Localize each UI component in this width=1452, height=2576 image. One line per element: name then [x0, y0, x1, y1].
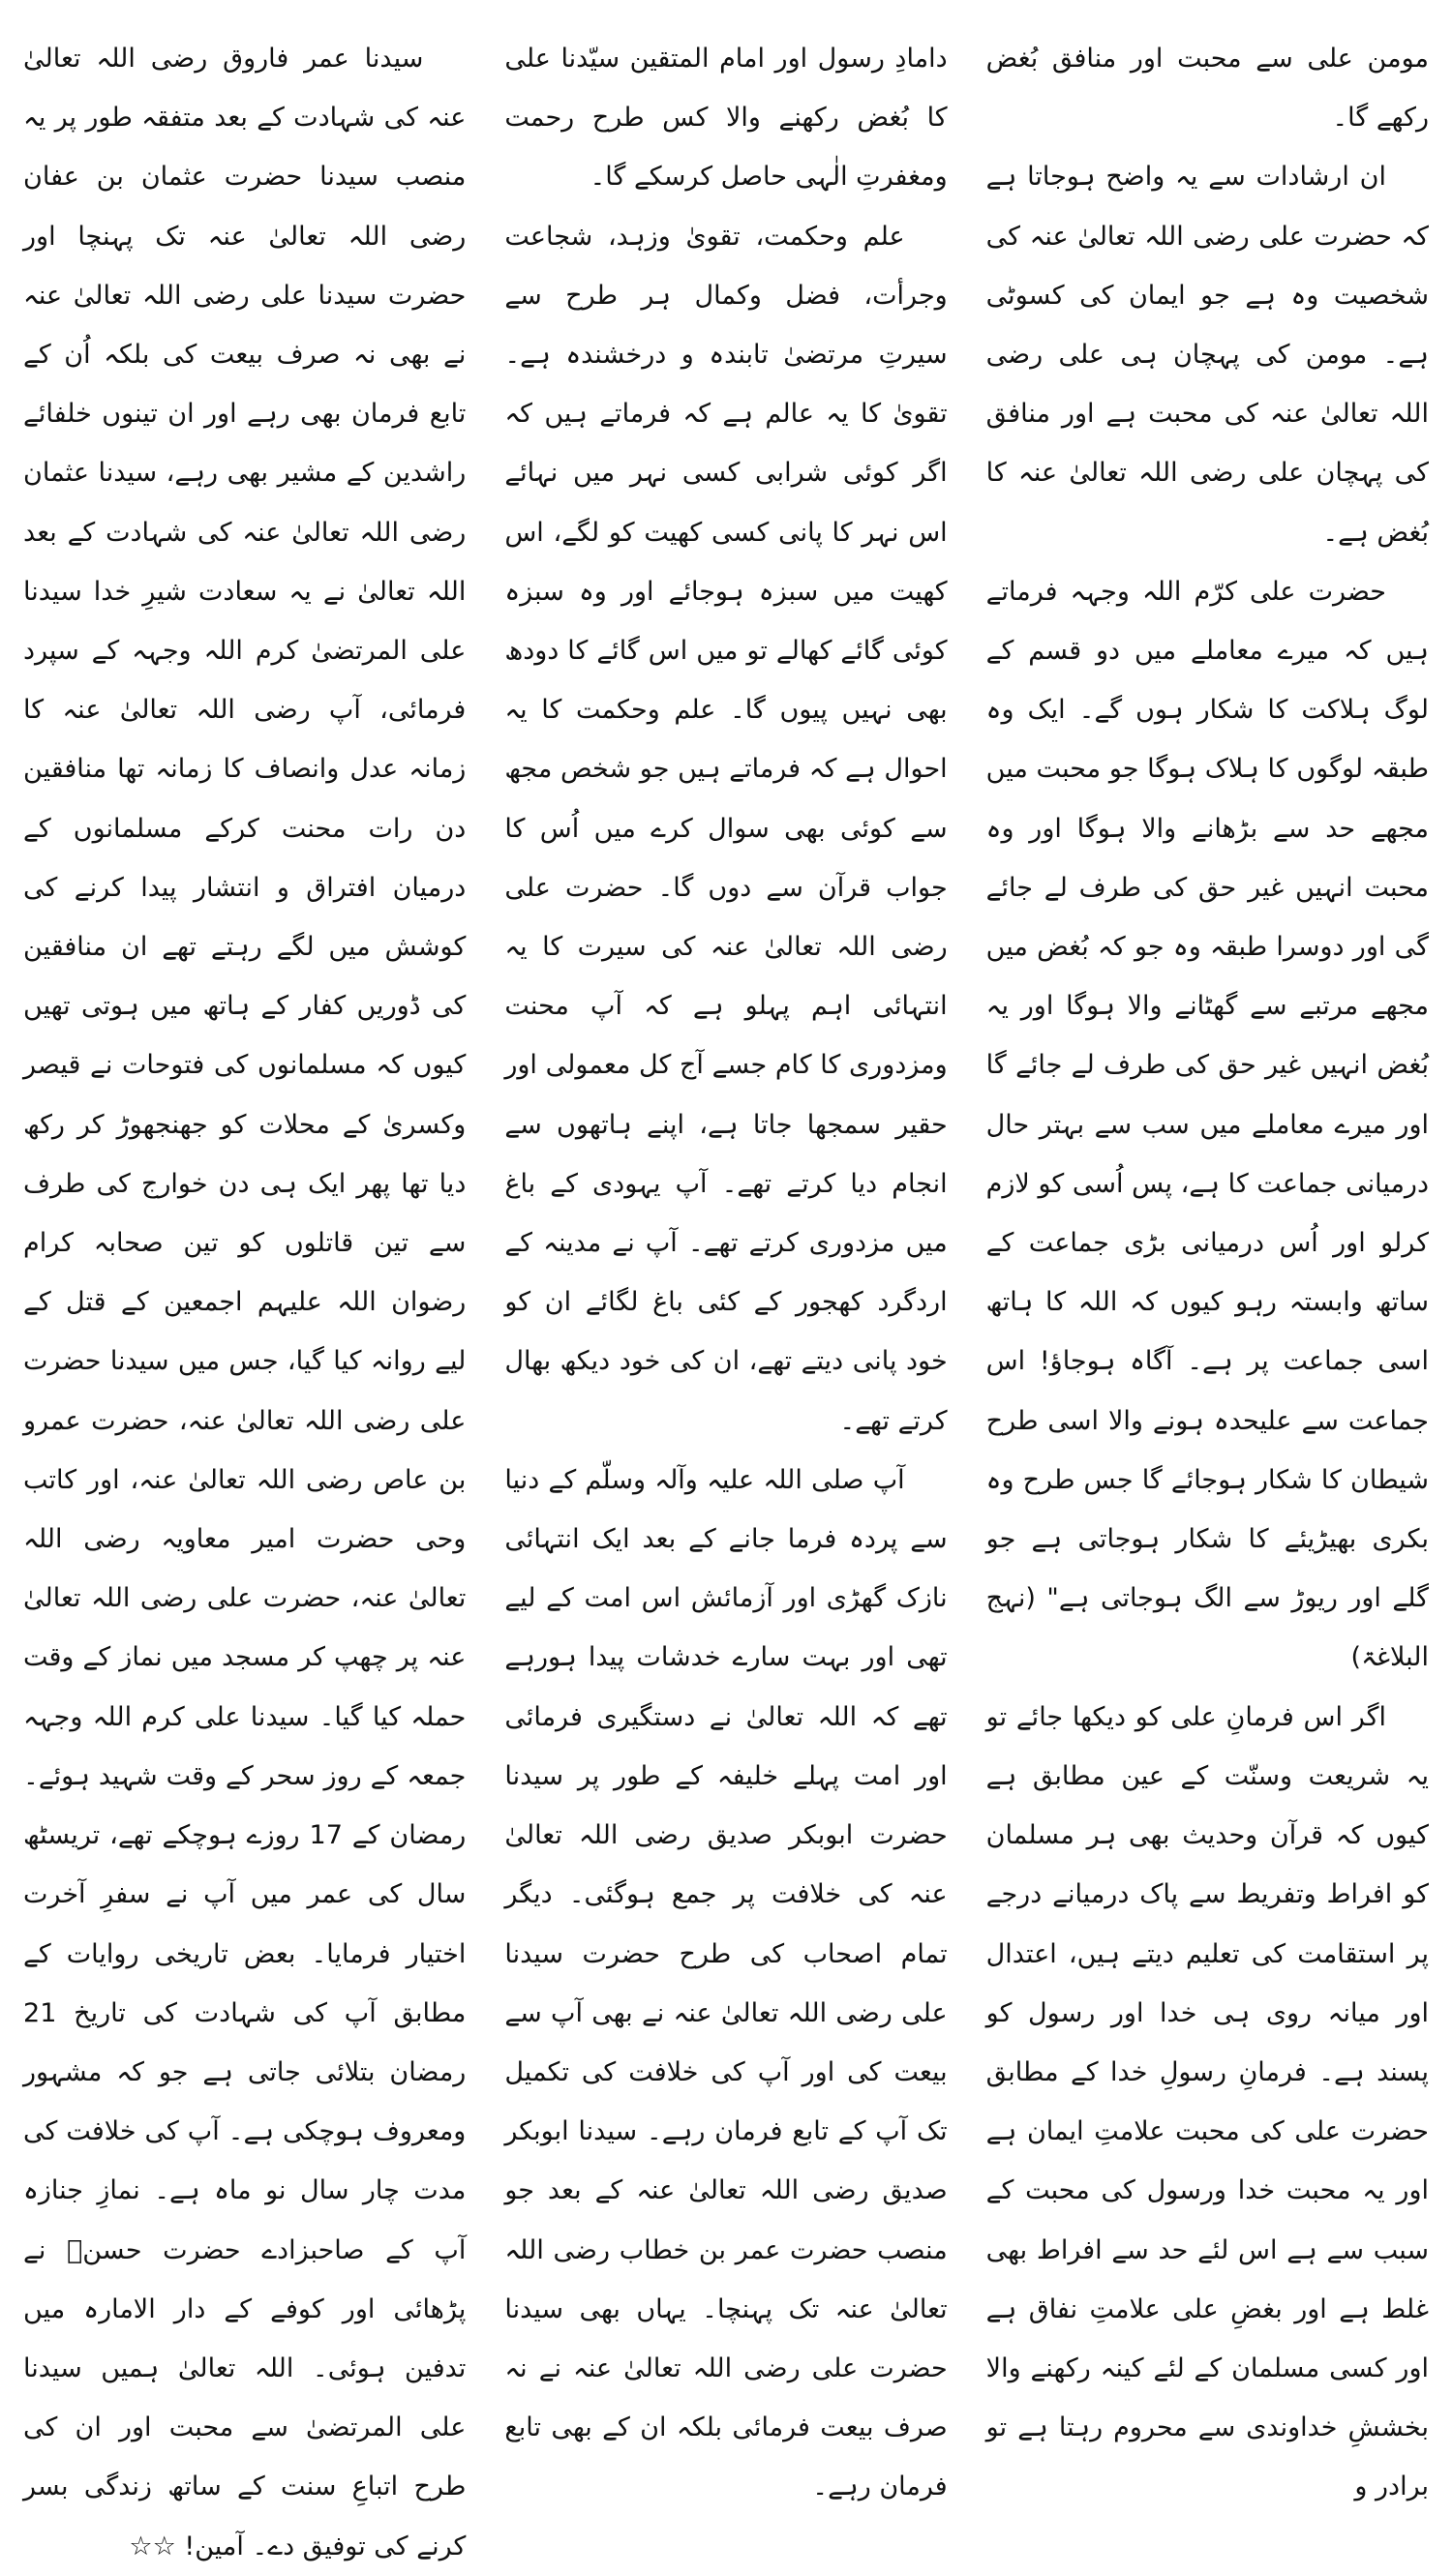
column-left [23, 29, 467, 2561]
paragraph: ان ارشادات سے یہ واضح ہوجاتا ہے کہ حضرت علی رضی اللہ تعالیٰ عنہ کی شخصیت وہ ہے جو ایمان کی کسوٹی ہے۔ مومن کی پہچان ہی علی رضی اللہ تعالیٰ عنہ کی محبت ہے اور منافق کی پہچان علی رضی اللہ تعالیٰ عنہ کا بُغض ہے۔ [985, 162, 1429, 548]
paragraph: اگر اس فرمانِ علی کو دیکھا جائے تو یہ شریعت وسنّت کے عین مطابق ہے کیوں کہ قرآن وحدیث بھی ہر مسلمان کو افراط وتفریط سے پاک درمیانے درجے پر استقامت کی تعلیم دیتے ہیں، اعتدال اور میانہ روی ہی خدا اور رسول کو پسند ہے۔ فرمانِ رسولِ خدا کے مطابق حضرت علی کی محبت علامتِ ایمان ہے اور یہ محبت خدا ورسول کی محبت کے سبب سے ہے اس لئے حد سے افراط بھی غلط ہے اور بغضِ علی علامتِ نفاق ہے اور کسی مسلمان کے لئے کینہ رکھنے والا بخششِ خداوندی سے محروم رہتا ہے تو برادر و [985, 1701, 1429, 2502]
paragraph: دامادِ رسول اور امام المتقین سیّدنا علی کا بُغض رکھنے والا کس طرح رحمت ومغفرتِ الٰہی حاصل کرسکے گا۔ [504, 44, 948, 193]
column-right [985, 29, 1429, 2502]
column-middle [504, 29, 948, 2502]
paragraph: سیدنا عمر فاروق رضی اللہ تعالیٰ عنہ کی شہادت کے بعد متفقہ طور پر یہ منصب سیدنا حضرت عثمان بن عفان رضی اللہ تعالیٰ عنہ تک پہنچا اور حضرت سیدنا علی رضی اللہ تعالیٰ عنہ نے بھی نہ صرف بیعت کی بلکہ اُن کے تابع فرمان بھی رہے اور ان تینوں خلفائے راشدین کے مشیر بھی رہے، سیدنا عثمان رضی اللہ تعالیٰ عنہ کی شہادت کے بعد اللہ تعالیٰ نے یہ سعادت شیرِ خدا سیدنا علی المرتضیٰ کرم اللہ وجہہ کے سپرد فرمائی، آپ رضی اللہ تعالیٰ عنہ کا زمانہ عدل وانصاف کا زمانہ تھا منافقین دن رات محنت کرکے مسلمانوں کے درمیان افتراق و انتشار پیدا کرنے کی کوشش میں لگے رہتے تھے ان منافقین کی ڈوریں کفار کے ہاتھ میں ہوتی تھیں کیوں کہ مسلمانوں کی فتوحات نے قیصر وکسریٰ کے محلات کو جھنجھوڑ کر رکھ دیا تھا پھر ایک ہی دن خوارج کی طرف سے تین قاتلوں کو تین صحابہ کرام رضوان اللہ علیہم اجمعین کے قتل کے لیے روانہ کیا گیا، جس میں سیدنا حضرت علی رضی اللہ تعالیٰ عنہ، حضرت عمرو بن عاص رضی اللہ تعالیٰ عنہ، اور کاتب وحی حضرت امیر معاویہ رضی اللہ تعالیٰ عنہ، حضرت علی رضی اللہ تعالیٰ عنہ پر چھپ کر مسجد میں نماز کے وقت حملہ کیا گیا۔ سیدنا علی کرم اللہ وجہہ جمعہ کے روز سحر کے وقت شہید ہوئے۔ رمضان کے 17 روزے ہوچکے تھے، تریسٹھ سال کی عمر میں آپ نے سفرِ آخرت اختیار فرمایا۔ بعض تاریخی روایات کے مطابق آپ کی شہادت کی تاریخ 21 رمضان بتلائی جاتی ہے جو کہ مشہور ومعروف ہوچکی ہے۔ آپ کی خلافت کی مدت چار سال نو ماہ ہے۔ نمازِ جنازہ آپ کے صاحبزادے حضرت حسنؓ نے پڑھائی اور کوفے کے دار الامارہ میں تدفین ہوئی۔ اللہ تعالیٰ ہمیں سیدنا علی المرتضیٰ سے محبت اور ان کی طرح اتباعِ سنت کے ساتھ زندگی بسر کرنے کی توفیق دے۔ آمین! ☆☆ [23, 44, 467, 2561]
paragraph: علم وحکمت، تقویٰ وزہد، شجاعت وجرأت، فضل وکمال ہر طرح سے سیرتِ مرتضیٰ تابندہ و درخشندہ ہے۔ تقویٰ کا یہ عالم ہے کہ فرماتے ہیں کہ اگر کوئی شرابی کسی نہر میں نہائے اس نہر کا پانی کسی کھیت کو لگے، اس کھیت میں سبزہ ہوجائے اور وہ سبزہ کوئی گائے کھالے تو میں اس گائے کا دودھ بھی نہیں پیوں گا۔ علم وحکمت کا یہ احوال ہے کہ فرماتے ہیں جو شخص مجھ سے کوئی بھی سوال کرے میں اُس کا جواب قرآن سے دوں گا۔ حضرت علی رضی اللہ تعالیٰ عنہ کی سیرت کا یہ انتہائی اہم پہلو ہے کہ آپ محنت ومزدوری کا کام جسے آج کل معمولی اور حقیر سمجھا جاتا ہے، اپنے ہاتھوں سے انجام دیا کرتے تھے۔ آپ یہودی کے باغ میں مزدوری کرتے تھے۔ آپ نے مدینہ کے اردگرد کھجور کے کئی باغ لگائے ان کو خود پانی دیتے تھے، ان کی خود دیکھ بھال کرتے تھے۔ [504, 221, 948, 1436]
paragraph: مومن علی سے محبت اور منافق بُغض رکھے گا۔ [985, 44, 1429, 134]
paragraph: حضرت علی کرّم اللہ وجہہ فرماتے ہیں کہ میرے معاملے میں دو قسم کے لوگ ہلاکت کا شکار ہوں گے۔ ایک وہ طبقہ لوگوں کا ہلاک ہوگا جو محبت میں مجھے حد سے بڑھانے والا ہوگا اور وہ محبت انہیں غیر حق کی طرف لے جائے گی اور دوسرا طبقہ وہ جو کہ بُغض میں مجھے مرتبے سے گھٹانے والا ہوگا اور یہ بُغض انہیں غیر حق کی طرف لے جائے گا اور میرے معاملے میں سب سے بہتر حال درمیانی جماعت کا ہے، پس اُسی کو لازم کرلو اور اُس درمیانی بڑی جماعت کے ساتھ وابستہ رہو کیوں کہ اللہ کا ہاتھ اسی جماعت پر ہے۔ آگاہ ہوجاؤ! اس جماعت سے علیحدہ ہونے والا اسی طرح شیطان کا شکار ہوجائے گا جس طرح وہ بکری بھیڑیئے کا شکار ہوجاتی ہے جو گلے اور ریوڑ سے الگ ہوجاتی ہے" (نہج البلاغۃ) [985, 576, 1429, 1673]
paragraph: آپ صلی اللہ علیہ وآلہ وسلّم کے دنیا سے پردہ فرما جانے کے بعد ایک انتہائی نازک گھڑی اور آزمائش اس امت کے لیے تھی اور بہت سارے خدشات پیدا ہورہے تھے کہ اللہ تعالیٰ نے دستگیری فرمائی اور امت پہلے خلیفہ کے طور پر سیدنا حضرت ابوبکر صدیق رضی اللہ تعالیٰ عنہ کی خلافت پر جمع ہوگئی۔ دیگر تمام اصحاب کی طرح حضرت سیدنا علی رضی اللہ تعالیٰ عنہ نے بھی آپ سے بیعت کی اور آپ کی خلافت کی تکمیل تک آپ کے تابع فرمان رہے۔ سیدنا ابوبکر صدیق رضی اللہ تعالیٰ عنہ کے بعد جو منصب حضرت عمر بن خطاب رضی اللہ تعالیٰ عنہ تک پہنچا۔ یہاں بھی سیدنا حضرت علی رضی اللہ تعالیٰ عنہ نے نہ صرف بیعت فرمائی بلکہ ان کے بھی تابع فرمان رہے۔ [504, 1464, 948, 2502]
